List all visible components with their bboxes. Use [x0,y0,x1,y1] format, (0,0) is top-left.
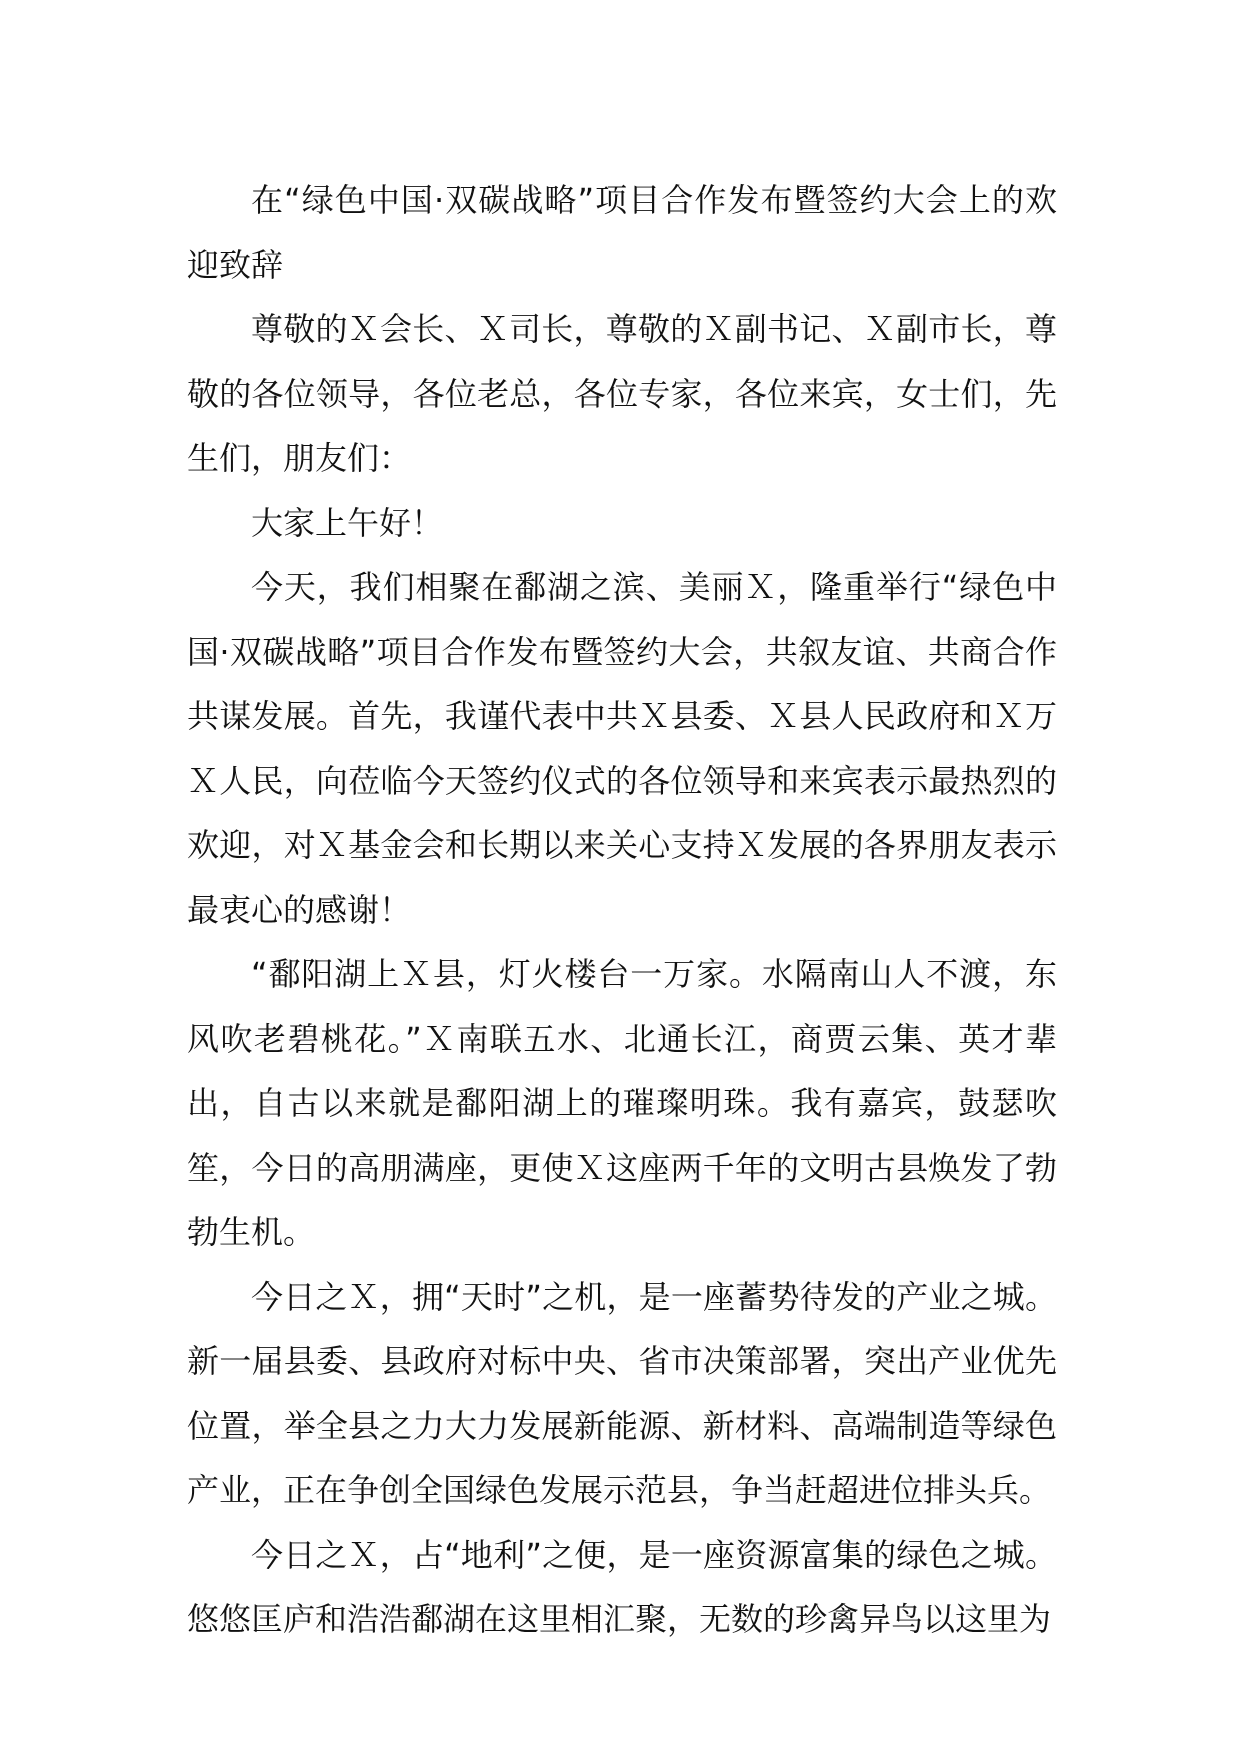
welcome-paragraph: 今天，我们相聚在鄱湖之滨、美丽Ｘ，隆重举行“绿色中国·双碳战略”项目合作发布暨签约大会，共叙友谊、共商合作共谋发展。首先，我谨代表中共Ｘ县委、Ｘ县人民政府和Ｘ万Ｘ人民，向莅临今天签约仪式的各位领导和来宾表示最热烈的欢迎，对Ｘ基金会和长期以来关心支持Ｘ发展的各界朋友表示最衷心的感谢！ [187,568,1057,929]
speech-title: 在“绿色中国·双碳战略”项目合作发布暨签约大会上的欢迎致辞 [187,181,1057,284]
industry-paragraph: 今日之Ｘ，拥“天时”之机，是一座蓄势待发的产业之城。新一届县委、县政府对标中央、省市决策部署，突出产业优先位置，举全县之力大力发展新能源、新材料、高端制造等绿色产业，正在争创全国绿色发展示范县，争当赶超进位排头兵。 [187,1277,1057,1509]
greeting-paragraph: 大家上午好！ [251,503,444,542]
poem-paragraph: “鄱阳湖上Ｘ县，灯火楼台一万家。水隔南山人不渡，东风吹老碧桃花。”Ｘ南联五水、北通长江，商贾云集、英才辈出，自古以来就是鄱阳湖上的璀璨明珠。我有嘉宾，鼓瑟吹笙，今日的高朋满座，更使Ｘ这座两千年的文明古县焕发了勃勃生机。 [187,955,1057,1251]
salutation-paragraph: 尊敬的Ｘ会长、Ｘ司长，尊敬的Ｘ副书记、Ｘ副市长，尊敬的各位领导，各位老总，各位专家，各位来宾，女士们，先生们，朋友们： [187,310,1057,477]
document-body [187,168,1057,1652]
resources-paragraph: 今日之Ｘ，占“地利”之便，是一座资源富集的绿色之城。悠悠匡庐和浩浩鄱湖在这里相汇聚，无数的珍禽异鸟以这里为 [187,1535,1057,1638]
